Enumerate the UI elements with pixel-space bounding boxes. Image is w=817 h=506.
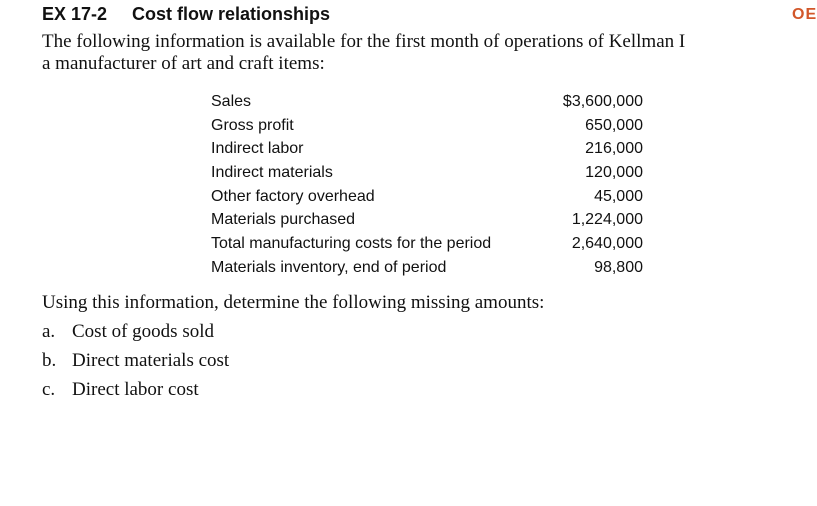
intro-line-1: The following information is available for the first month of operations of Kellman I — [42, 31, 686, 52]
exercise-title: Cost flow relationships — [132, 4, 331, 24]
table-row — [211, 161, 643, 185]
row-label: Gross profit — [211, 116, 294, 134]
exercise-number: EX 17-2 — [42, 4, 108, 24]
row-label: Total manufacturing costs for the period — [211, 235, 492, 253]
row-label: Materials purchased — [211, 211, 356, 229]
row-value: 1,224,000 — [571, 211, 643, 229]
row-label: Sales — [211, 93, 252, 110]
row-value: 216,000 — [585, 140, 643, 158]
table-row — [211, 256, 643, 280]
table-row — [211, 185, 643, 209]
row-value: 45,000 — [594, 187, 643, 205]
row-value: 120,000 — [585, 164, 643, 182]
exercise-header — [42, 4, 817, 28]
part-letter: c. — [42, 379, 56, 400]
intro-line-2: a manufacturer of art and craft items: — [42, 53, 325, 74]
objective-tag: OE — [792, 6, 817, 23]
intro-paragraph — [42, 31, 812, 75]
part-text: Direct materials cost — [72, 350, 230, 371]
part-text: Cost of goods sold — [72, 321, 214, 342]
row-value: 650,000 — [585, 116, 643, 134]
table-row — [211, 114, 643, 138]
table-row — [211, 137, 643, 161]
row-label: Indirect labor — [211, 140, 304, 158]
row-value: 98,800 — [594, 258, 643, 276]
row-label: Materials inventory, end of period — [211, 258, 447, 276]
row-label: Indirect materials — [211, 164, 333, 182]
row-value: 2,640,000 — [571, 235, 643, 253]
cost-data-table — [211, 90, 643, 280]
row-label: Other factory overhead — [211, 187, 375, 205]
table-row — [211, 90, 643, 114]
part-letter: a. — [42, 321, 56, 342]
part-letter: b. — [42, 350, 57, 371]
table-row — [211, 208, 643, 232]
question-prompt: Using this information, determine the following missing amounts: — [42, 292, 545, 313]
row-value: $3,600,000 — [562, 93, 643, 110]
part-text: Direct labor cost — [72, 379, 199, 400]
table-row — [211, 232, 643, 256]
